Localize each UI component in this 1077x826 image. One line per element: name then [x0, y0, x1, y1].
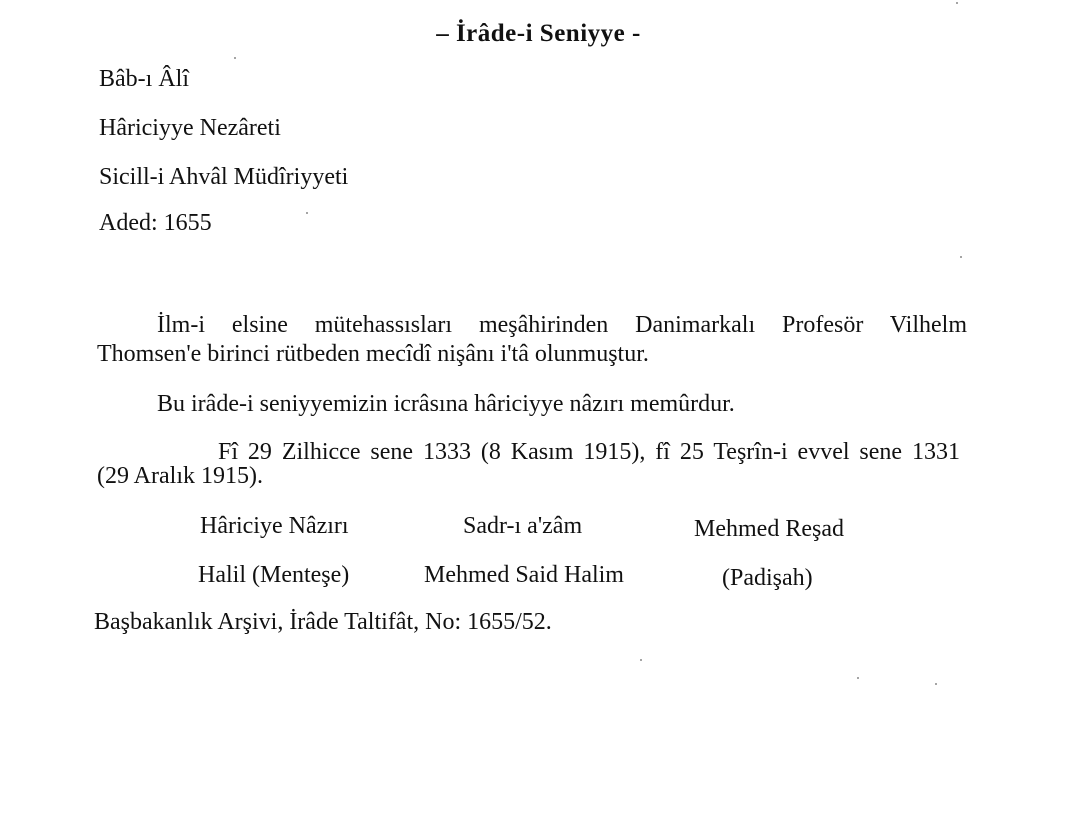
header-line-bab-i-ali: Bâb-ı Âlî: [99, 66, 189, 92]
signature-col2-title: Sadr-ı a'zâm: [463, 513, 583, 539]
header-line-sicill: Sicill-i Ahvâl Müdîriyyeti: [99, 164, 349, 190]
document-title: – İrâde-i Seniyye -: [436, 20, 641, 47]
header-line-hariciyye: Hâriciyye Nezâreti: [99, 115, 281, 141]
signature-col1-name: Halil (Menteşe): [198, 562, 350, 588]
scan-speck: [234, 57, 236, 59]
scan-speck: [956, 2, 958, 4]
scan-speck: [935, 683, 937, 685]
body-paragraph-3-line-2: (29 Aralık 1915).: [97, 463, 263, 489]
scan-speck: [640, 659, 642, 661]
body-paragraph-3-line-1: Fî 29 Zilhicce sene 1333 (8 Kasım 1915), fî 25 Teşrîn-i evvel sene 1331: [218, 439, 960, 465]
header-line-aded: Aded: 1655: [99, 210, 212, 236]
scan-speck: [857, 677, 859, 679]
scan-speck: [306, 212, 308, 214]
signature-col1-title: Hâriciye Nâzırı: [200, 513, 349, 539]
body-paragraph-1-line-2: Thomsen'e birinci rütbeden mecîdî nişânı i'tâ olunmuştur.: [97, 341, 649, 367]
scan-speck: [960, 256, 962, 258]
body-paragraph-1-line-1: İlm-i elsine mütehassısları meşâhirinden Danimarkalı Profesör Vilhelm: [157, 312, 967, 338]
archive-source: Başbakanlık Arşivi, İrâde Taltifât, No: 1655/52.: [94, 609, 552, 635]
signature-col2-name: Mehmed Said Halim: [424, 562, 624, 588]
body-paragraph-2: Bu irâde-i seniyyemizin icrâsına hâriciyye nâzırı memûrdur.: [157, 391, 735, 417]
signature-col3-title: Mehmed Reşad: [694, 516, 844, 542]
signature-col3-name: (Padişah): [722, 565, 813, 591]
